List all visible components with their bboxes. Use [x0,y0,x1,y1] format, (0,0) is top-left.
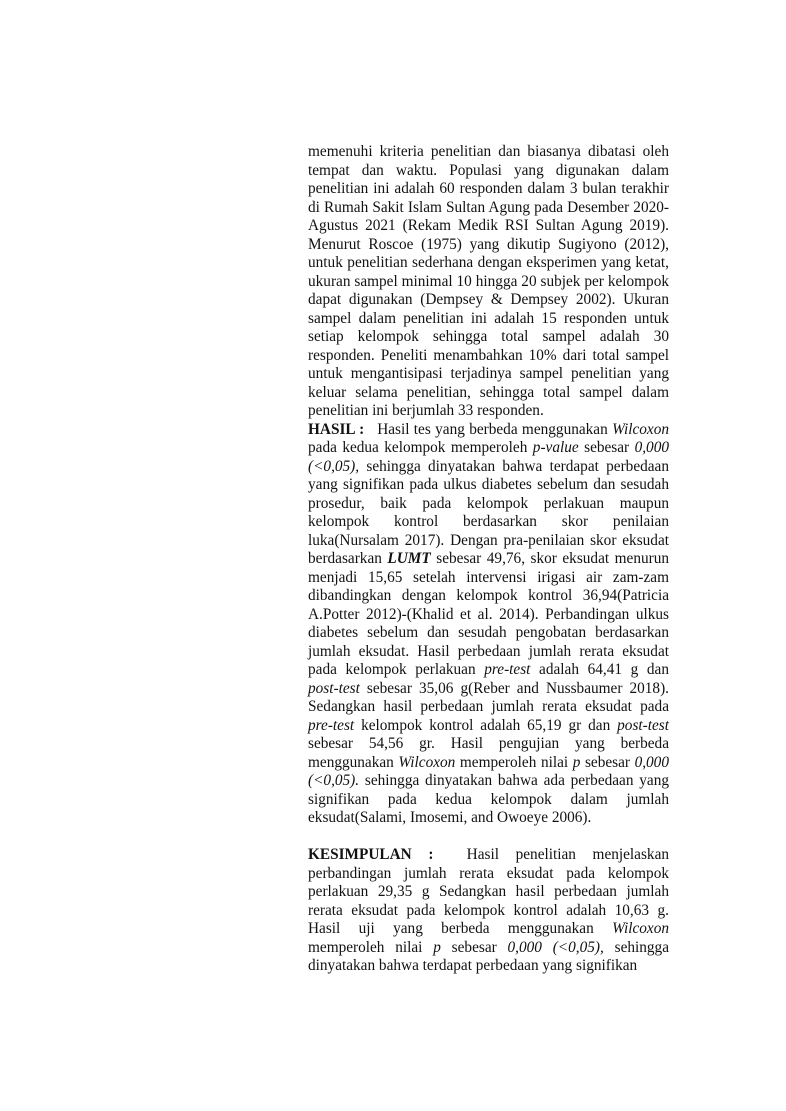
text-segment: HASIL : [308,420,365,438]
text-segment: Hasil tes yang berbeda menggunakan [364,420,613,438]
text-segment: Wilcoxon [612,920,669,937]
text-segment: sehingga dinyatakan bahwa ada perbedaan yang signifikan pada kedua kelompok dalam jumlah eksudat(Salami, Imosemi, and Owoeye 2006). [308,772,669,826]
text-segment: Wilcoxon [612,420,670,438]
text-segment: memperoleh nilai [455,753,573,771]
text-segment: post-test [308,679,360,697]
paragraph-hasil [308,421,669,828]
text-segment: sehingga dinyatakan bahwa terdapat perbedaan yang signifikan [308,938,669,974]
article-text-column [308,143,669,976]
text-segment: Hasil penelitian menjelaskan perbandingan jumlah rerata eksudat pada kelompok perlakuan 29,35 g Sedangkan hasil perbedaan jumlah rerata eksudat pada kelompok kontrol adalah 10,63 g. Hasil uji yang berbeda menggunakan [308,846,670,937]
text-segment: post-test [617,716,669,734]
text-segment: 0,000 (<0,05), [308,439,669,475]
text-segment: pre-test [484,661,531,678]
text-segment: sebesar 54,56 gr. Hasil pengujian yang berbeda menggunakan [308,735,669,771]
text-segment: pada kedua kelompok memperoleh [308,439,533,456]
text-segment: KESIMPULAN : [308,846,434,863]
text-segment: p-value [532,439,579,456]
text-segment: sebesar [440,938,508,956]
text-segment: p [433,938,441,956]
text-segment: memenuhi kriteria penelitian dan biasanya dibatasi oleh tempat dan waktu. Populasi yang digunakan dalam penelitian ini adalah 60 responden dalam 3 bulan terakhir di Rumah Sakit Islam Sultan Agung pada Desember 2020-Agustus 2021 (Rekam Medik RSI Sultan Agung 2019). Menurut Roscoe (1975) yang dikutip Sugiyono (2012), untuk penelitian sederhana dengan eksperimen yang ketat, ukuran sampel minimal 10 hingga 20 subjek per kelompok dapat digunakan (Dempsey & Dempsey 2002). Ukuran sampel dalam penelitian ini adalah 15 responden untuk setiap kelompok sehingga total sampel adalah 30 responden. Peneliti menambahkan 10% dari total sampel untuk mengantisipasi terjadinya sampel penelitian yang keluar selama penelitian, sehingga total sampel dalam penelitian ini berjumlah 33 responden. [308,143,669,419]
text-segment: sebesar 35,06 g(Reber and Nussbaumer 2018). Sedangkan hasil perbedaan jumlah rerata eksudat pada [308,679,669,715]
text-segment: 0,000 (<0,05). [308,753,669,789]
text-segment: adalah 64,41 g dan [530,661,669,678]
text-segment: sehingga dinyatakan bahwa terdapat perbedaan yang signifikan pada ulkus diabetes sebelum dan sesudah prosedur, baik pada kelompok perlakuan maupun kelompok kontrol berdasarkan skor penilaian luka(Nursalam 2017). Dengan pra-penilaian skor eksudat berdasarkan [308,457,669,567]
paragraph-kesimpulan [308,846,669,976]
paragraph-population-sample [308,143,669,421]
text-segment: p [572,753,581,771]
text-segment: 0,000 (<0,05), [507,938,604,956]
text-segment: sebesar 49,76, skor eksudat menurun menjadi 15,65 setelah intervensi irigasi air zam-zam dibandingkan dengan kelompok kontrol 36,94(Patricia A.Potter 2012)-(Khalid et al. 2014). Perbandingan ulkus diabetes sebelum dan sesudah pengobatan berdasarkan jumlah eksudat. Hasil perbedaan jumlah rerata eksudat pada kelompok perlakuan [308,550,670,678]
text-segment: memperoleh nilai [308,938,434,956]
text-segment: sebesar [578,439,635,456]
text-segment: Wilcoxon [398,753,456,771]
text-segment: sebesar [580,753,635,771]
text-segment: kelompok kontrol adalah 65,19 gr dan [354,716,618,734]
text-segment: pre-test [308,716,355,734]
text-segment: LUMT [387,550,431,567]
